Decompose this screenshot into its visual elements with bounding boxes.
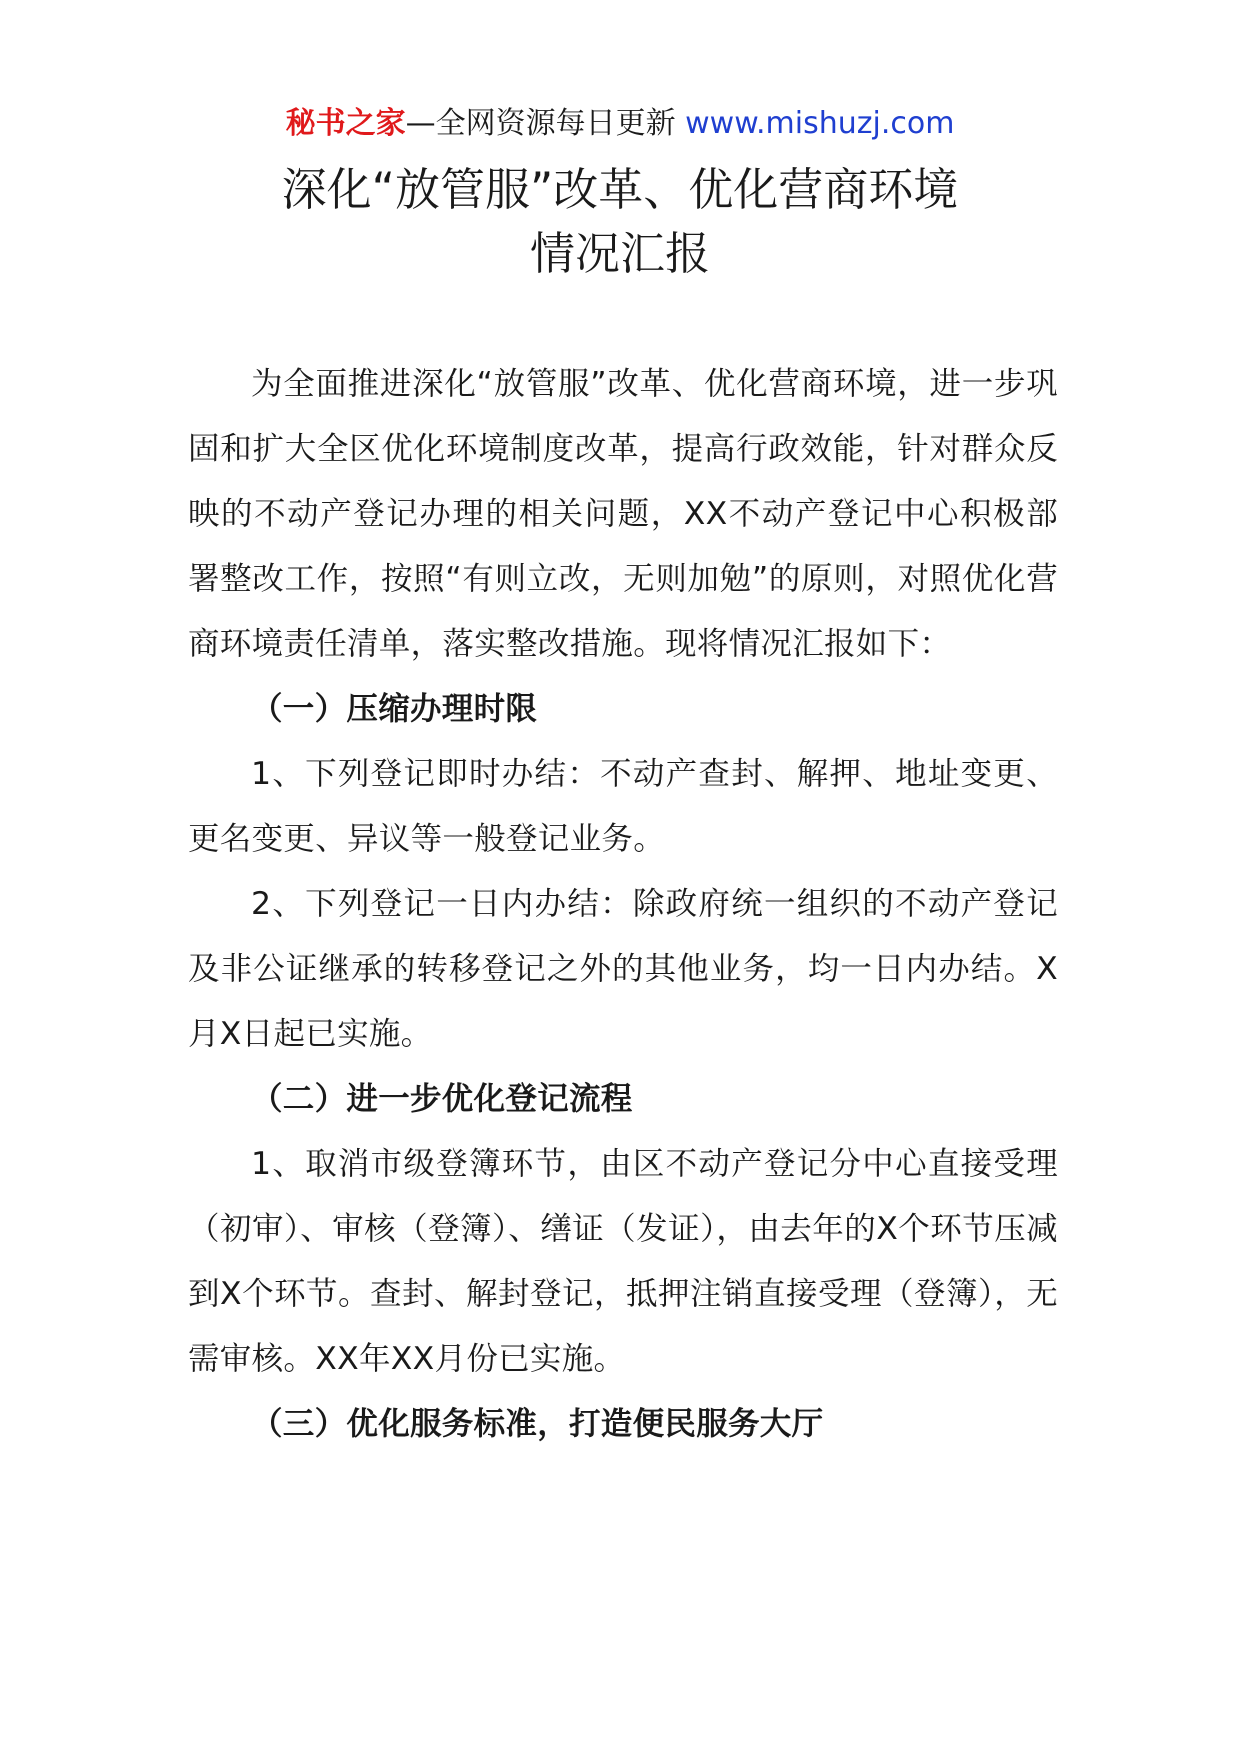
document-title [0,158,1240,286]
site-header [0,104,1240,144]
section-2-item-1: 1、取消市级登簿环节，由区不动产登记分中心直接受理（初审）、审核（登簿）、缮证（发证），由去年的X个环节压减到X个环节。查封、解封登记，抵押注销直接受理（登簿），无需审核。XX年XX月份已实施。 [188,1146,1058,1377]
header-url-link[interactable]: www.mishuzj.com [685,106,955,141]
section-1-item-2: 2、下列登记一日内办结：除政府统一组织的不动产登记及非公证继承的转移登记之外的其他业务，均一日内办结。X月X日起已实施。 [188,886,1058,1052]
header-brand: 秘书之家 [285,106,406,141]
header-slogan: —全网资源每日更新 [405,106,676,141]
section-1-item-1: 1、下列登记即时办结：不动产查封、解押、地址变更、更名变更、异议等一般登记业务。 [188,756,1058,857]
section-heading-1: （一）压缩办理时限 [251,691,538,727]
document-title-line-1: 深化“放管服”改革、优化营商环境 [281,163,959,216]
document-body [188,352,1058,1457]
intro-paragraph: 为全面推进深化“放管服”改革、优化营商环境，进一步巩固和扩大全区优化环境制度改革，提高行政效能，针对群众反映的不动产登记办理的相关问题，XX不动产登记中心积极部署整改工作，按照“有则立改，无则加勉”的原则，对照优化营商环境责任清单，落实整改措施。现将情况汇报如下： [188,366,1058,662]
section-heading-3: （三）优化服务标准，打造便民服务大厅 [251,1406,824,1442]
document-title-line-2: 情况汇报 [529,227,710,280]
section-heading-2: （二）进一步优化登记流程 [251,1081,633,1117]
